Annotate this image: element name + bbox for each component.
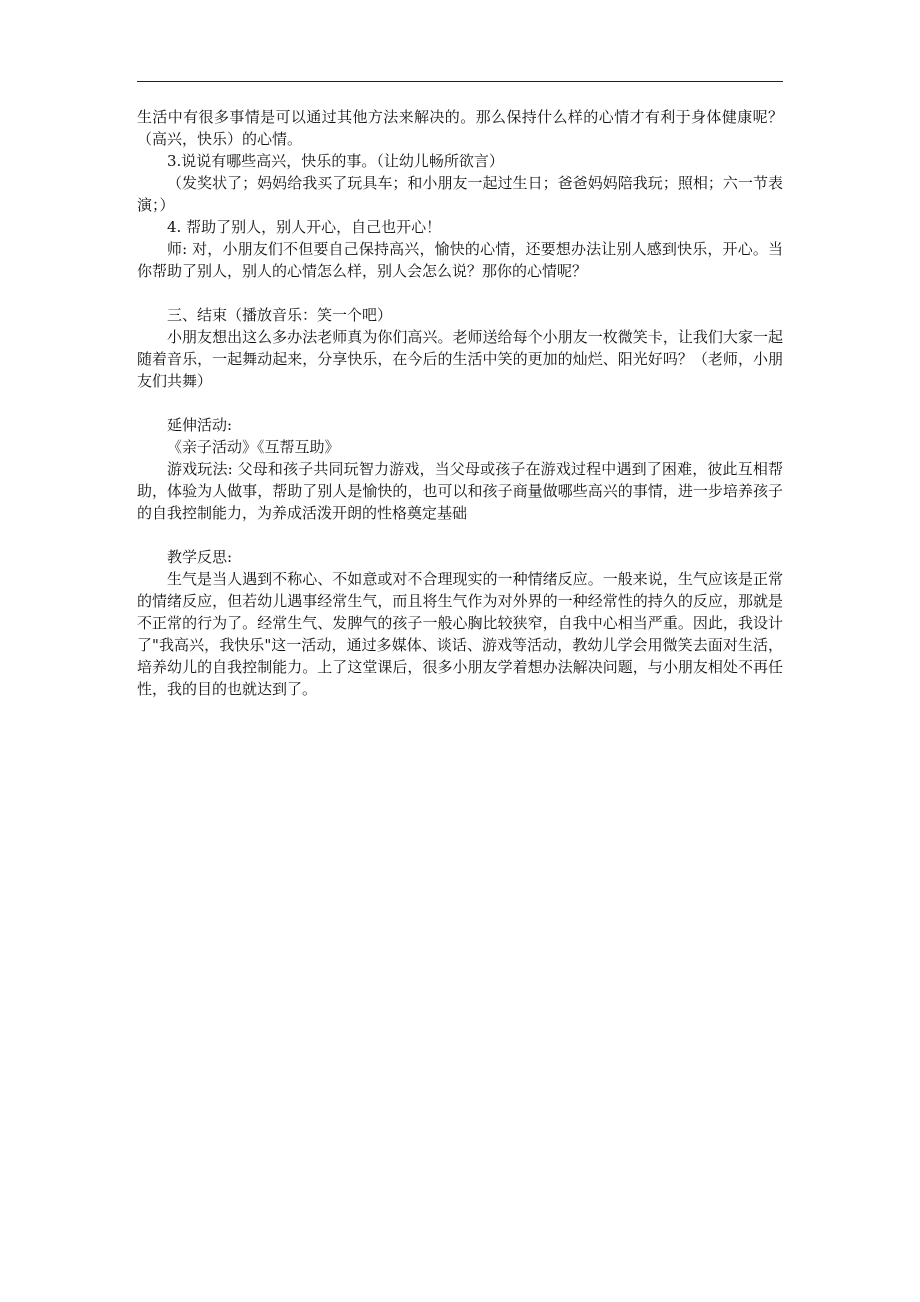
heading-extension-activity: 延伸活动: <box>167 416 233 434</box>
paragraph-happy-examples: （发奖状了；妈妈给我买了玩具车；和小朋友一起过生日；爸爸妈妈陪我玩；照相；六一节表演；） <box>137 174 783 214</box>
paragraph-step-4: 4. 帮助了别人，别人开心，自己也开心！ <box>167 218 442 236</box>
paragraph-step-3: 3.说说有哪些高兴，快乐的事。（让幼儿畅所欲言） <box>167 152 504 170</box>
activity-titles: 《亲子活动》《互帮互助》 <box>167 438 340 456</box>
heading-teaching-reflection: 教学反思: <box>167 548 233 566</box>
section-heading-ending: 三、结束（播放音乐：笑一个吧） <box>167 306 393 324</box>
paragraph-healthy-mood: 生活中有很多事情是可以通过其他方法来解决的。那么保持什么样的心情才有利于身体健康呢？（高兴，快乐）的心情。 <box>137 108 783 148</box>
paragraph-reflection: 生气是当人遇到不称心、不如意或对不合理现实的一种情绪反应。一般来说，生气应该是正常的情绪反应，但若幼儿遇事经常生气，而且将生气作为对外界的一种经常性的持久的反应，那就是不正常的行为了。经常生气、发脾气的孩子一般心胸比较狭窄，自我中心相当严重。因此，我设计了"我高兴，我快乐"这一活动，通过多媒体、谈话、游戏等活动，教幼儿学会用微笑去面对生活，培养幼儿的自我控制能力。上了这堂课后，很多小朋友学着想办法解决问题，与小朋友相处不再任性，我的目的也就达到了。 <box>137 570 783 698</box>
paragraph-teacher-says: 师: 对，小朋友们不但要自己保持高兴，愉快的心情，还要想办法让别人感到快乐，开心。当你帮助了别人，别人的心情怎么样，别人会怎么说？那你的心情呢？ <box>137 240 783 280</box>
document-body <box>137 106 783 700</box>
paragraph-game-rules: 游戏玩法: 父母和孩子共同玩智力游戏，当父母或孩子在游戏过程中遇到了困难，彼此互相帮助，体验为人做事，帮助了别人是愉快的，也可以和孩子商量做哪些高兴的事情，进一步培养孩子的自我控制能力，为养成活泼开朗的性格奠定基础 <box>137 460 783 522</box>
spacer <box>137 524 783 546</box>
spacer <box>137 392 783 414</box>
spacer <box>137 282 783 304</box>
header-rule <box>137 81 783 82</box>
paragraph-ending: 小朋友想出这么多办法老师真为你们高兴。老师送给每个小朋友一枚微笑卡，让我们大家一起随着音乐，一起舞动起来，分享快乐，在今后的生活中笑的更加的灿烂、阳光好吗？（老师，小朋友们共舞） <box>137 328 783 390</box>
